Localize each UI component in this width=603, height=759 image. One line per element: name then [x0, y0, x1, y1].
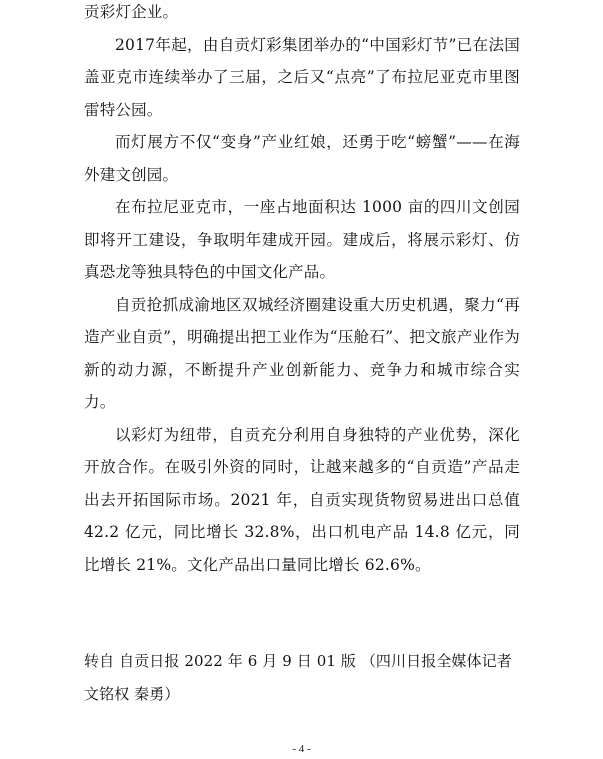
paragraph-economic-circle: 自贡抢抓成渝地区双城经济圈建设重大历史机遇，聚力“再造产业自贡”，明确提出把工业作为“压舱石”、把文旅产业作为新的动力源，不断提升产业创新能力、竞争力和城市综合实力。 — [84, 295, 520, 411]
paragraph-culture-park: 在布拉尼亚克市，一座占地面积达 1000 亩的四川文创园即将开工建设，争取明年建成开园。建成后，将展示彩灯、仿真恐龙等独具特色的中国文化产品。 — [84, 198, 520, 281]
paragraph-continuation: 贡彩灯企业。 — [84, 3, 179, 21]
article-body — [84, 0, 520, 581]
source-attribution: 转自 自贡日报 2022 年 6 月 9 日 01 版 （四川日报全媒体记者 文铭权 秦勇） — [84, 652, 512, 703]
paragraph-trade-statistics: 以彩灯为纽带，自贡充分利用自身独特的产业优势，深化开放合作。在吸引外资的同时，让越来越多的“自贡造”产品走出去开拓国际市场。2021 年，自贡实现货物贸易进出口总值 42.2 亿元，同比增长 32.8%，出口机电产品 14.8 亿元，同比增长 21%。文化产品出口量同比增长 62.6%。 — [84, 425, 520, 574]
page-number: - 4 - — [292, 743, 311, 755]
paragraph-lantern-festival: 2017年起，由自贡灯彩集团举办的“中国彩灯节”已在法国盖亚克市连续举办了三届，之后又“点亮”了布拉尼亚克市里图雷特公园。 — [84, 35, 520, 119]
paragraph-overseas-park: 而灯展方不仅“变身”产业红娘，还勇于吃“螃蟹”——在海外建文创园。 — [84, 133, 520, 184]
